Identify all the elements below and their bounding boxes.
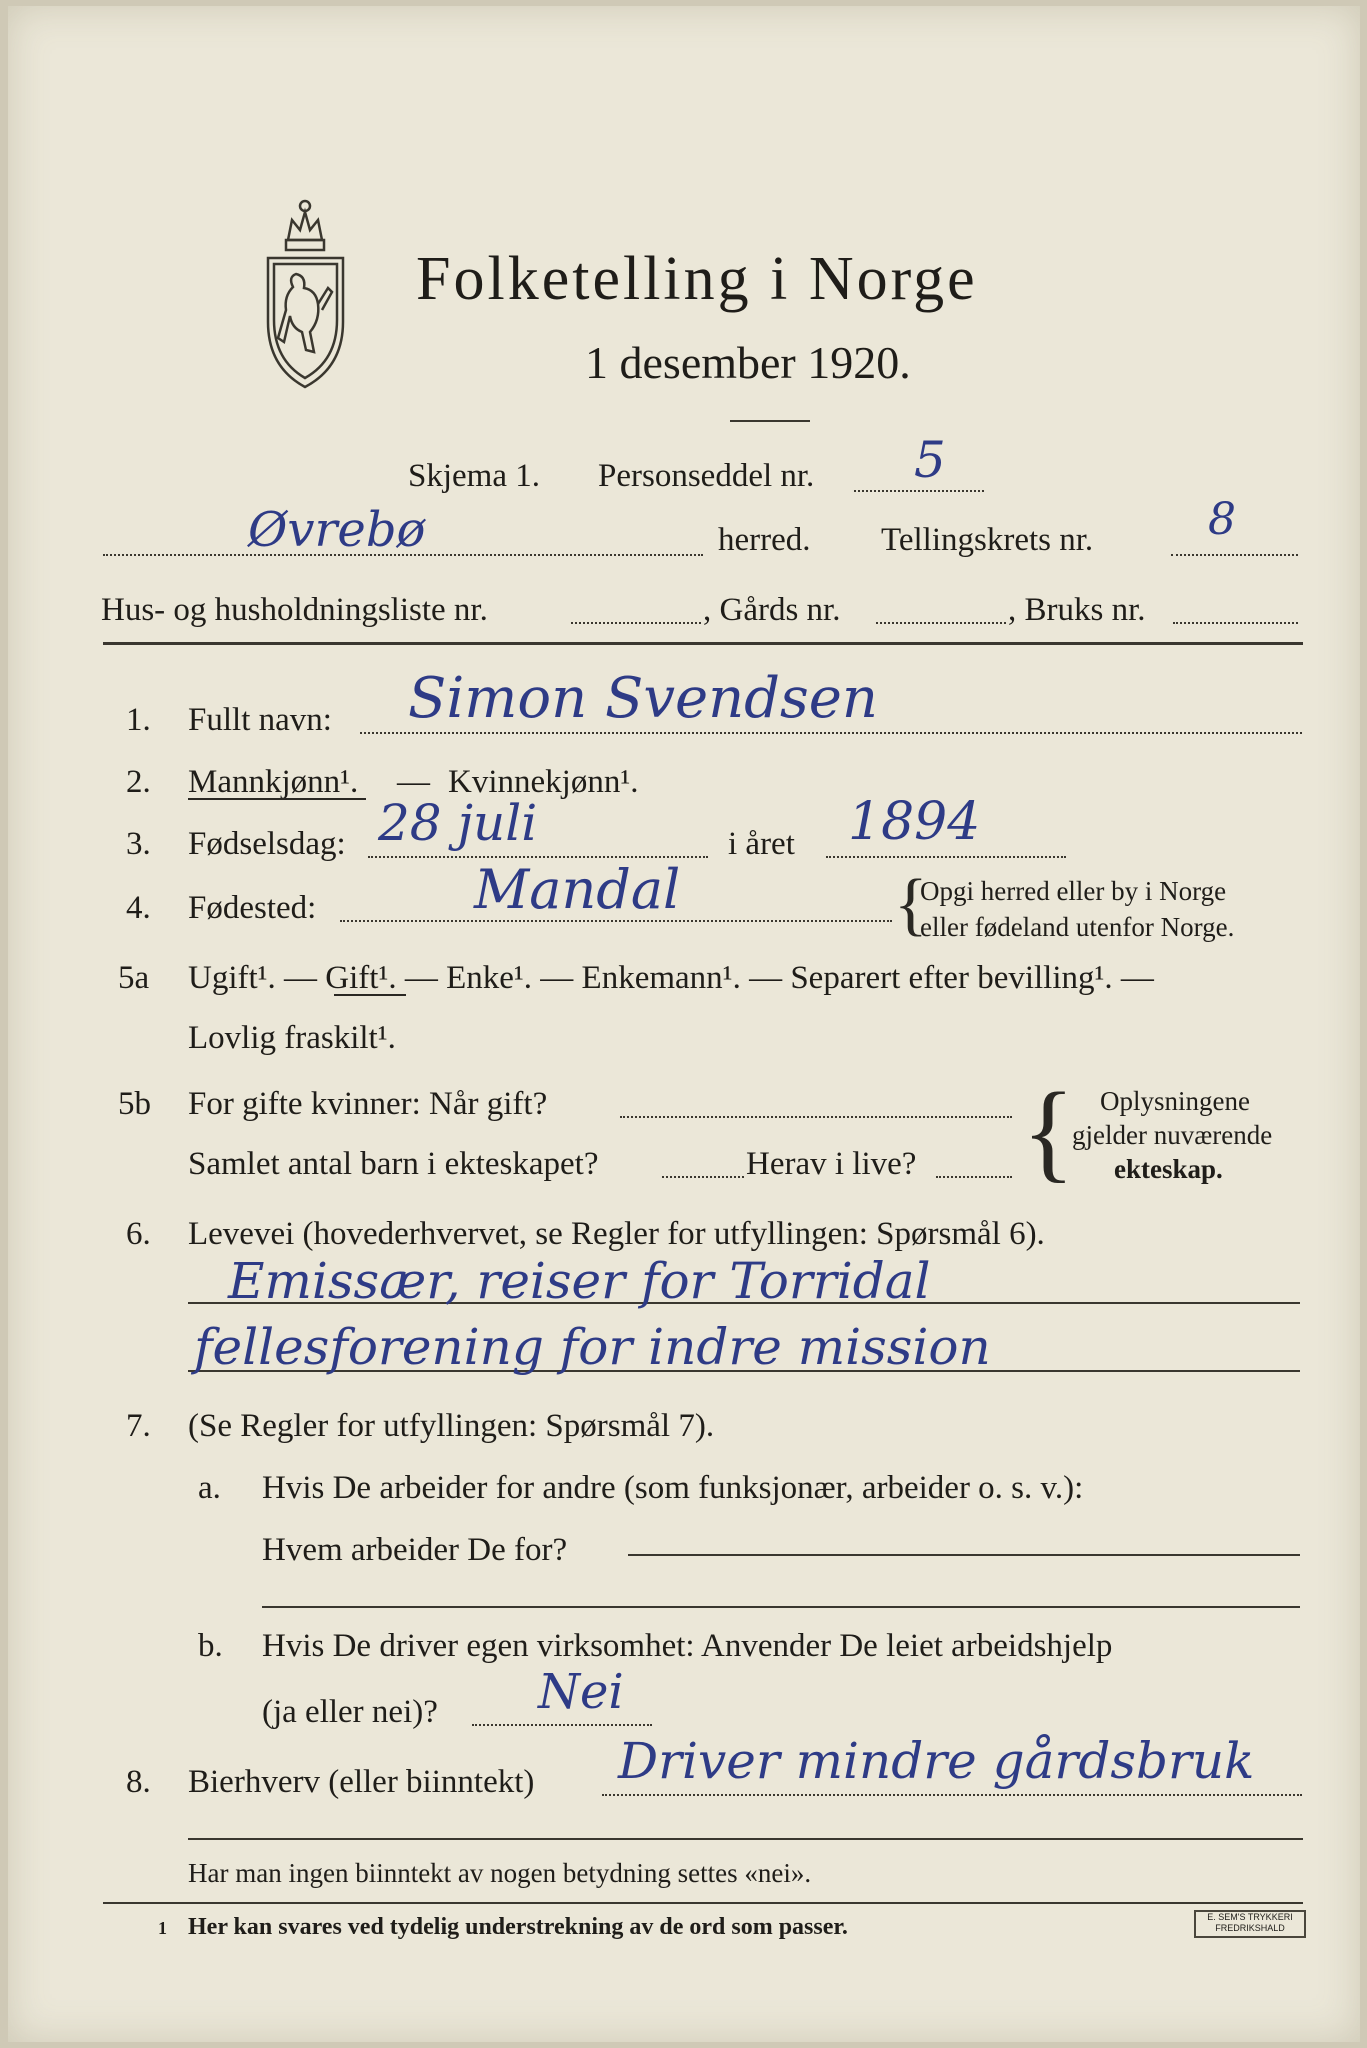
herred-name[interactable]: Øvrebø (248, 502, 426, 558)
q5a-number: 5a (118, 960, 150, 996)
personseddel-label: Personseddel nr. (598, 458, 815, 494)
q4-note-line2: eller fødeland utenfor Norge. (920, 912, 1235, 942)
printer-stamp-line1: E. SEM'S TRYKKERI (1207, 1912, 1293, 1922)
q5a-gift-underline (334, 994, 406, 996)
census-form-page (8, 6, 1360, 2042)
q8-number: 8. (126, 1764, 151, 1800)
q7b-dotted-line (472, 1724, 652, 1726)
q4-number: 4. (126, 890, 151, 926)
q6-number: 6. (126, 1216, 151, 1252)
printer-stamp (1194, 1910, 1306, 1938)
q5b-note-line1: Oplysningene (1100, 1086, 1250, 1116)
q5b-children-dotted-line (662, 1176, 744, 1178)
title-divider (730, 420, 810, 422)
q2-male-underline (188, 798, 366, 800)
q4-brace: { (894, 866, 928, 943)
q5b-alive-label: Herav i live? (746, 1146, 917, 1182)
q1-label: Fullt navn: (188, 702, 332, 738)
herred-label: herred. (718, 522, 811, 558)
q2-male-option[interactable]: Mannkjønn¹. (188, 764, 359, 800)
tellingskrets-label: Tellingskrets nr. (881, 522, 1094, 558)
q3-birth-day[interactable]: 28 juli (378, 794, 538, 852)
footnote-text: Her kan svares ved tydelig understrekning av de ord som passer. (188, 1914, 848, 1940)
husholdningsliste-label: Hus- og husholdningsliste nr. (101, 592, 488, 628)
q1-full-name[interactable]: Simon Svendsen (408, 666, 878, 731)
q7a-answer-line-2 (262, 1606, 1300, 1608)
bruks-dotted-line (1173, 622, 1298, 624)
q6-occupation-line2[interactable]: fellesforening for indre mission (194, 1318, 991, 1376)
bruks-label: , Bruks nr. (1008, 592, 1146, 628)
q5b-brace: { (1022, 1070, 1075, 1192)
q3-label: Fødselsdag: (188, 826, 346, 862)
q4-label: Fødested: (188, 890, 317, 926)
q3-number: 3. (126, 826, 151, 862)
q2-number: 2. (126, 764, 151, 800)
q6-label: Levevei (hovederhvervet, se Regler for utfyllingen: Spørsmål 6). (188, 1216, 1045, 1252)
footer-note: Har man ingen biinntekt av nogen betydning settes «nei». (188, 1858, 812, 1888)
q5b-married-label: For gifte kvinner: Når gift? (188, 1086, 548, 1122)
tellingskrets-number[interactable]: 8 (1208, 494, 1236, 545)
q7b-text: Hvis De driver egen virksomhet: Anvender De leiet arbeidshjelp (262, 1628, 1113, 1664)
footnote-separator (103, 1902, 1303, 1904)
q7-number: 7. (126, 1408, 151, 1444)
header-separator (103, 642, 1303, 645)
q7a-answer-line (628, 1554, 1300, 1556)
q5b-married-dotted-line (620, 1116, 1012, 1118)
husholdningsliste-dotted-line (571, 622, 701, 624)
q8-side-occupation[interactable]: Driver mindre gårdsbruk (618, 1732, 1255, 1790)
q3-birth-year[interactable]: 1894 (848, 792, 981, 852)
q5b-note-line3: ekteskap. (1114, 1154, 1223, 1184)
census-date: 1 desember 1920. (585, 337, 911, 388)
q7a-text: Hvis De arbeider for andre (som funksjonær, arbeider o. s. v.): (262, 1470, 1084, 1506)
gards-label: , Gårds nr. (703, 592, 841, 628)
q8-dotted-line (602, 1794, 1302, 1796)
q2-female-option[interactable]: Kvinnekjønn¹. (448, 764, 639, 800)
personseddel-dotted-line (854, 490, 984, 492)
norwegian-lion-coat-of-arms-icon (248, 192, 363, 392)
footnote-mark: 1 (158, 1918, 167, 1938)
q1-dotted-line (360, 732, 1302, 734)
q3-year-dotted-line (826, 856, 1066, 858)
q7a-question: Hvem arbeider De for? (262, 1532, 568, 1568)
q7a-letter: a. (198, 1470, 221, 1506)
footer-separator (188, 1838, 1303, 1840)
q5a-options[interactable]: Ugift¹. — Gift¹. — Enke¹. — Enkemann¹. — Separert efter bevilling¹. — (188, 960, 1154, 996)
q7b-letter: b. (198, 1628, 223, 1664)
gards-dotted-line (876, 622, 1006, 624)
q1-number: 1. (126, 702, 151, 738)
printer-stamp-line2: FREDRIKSHALD (1215, 1923, 1285, 1933)
q7b-answer[interactable]: Nei (538, 1664, 624, 1720)
q6-occupation-line1[interactable]: Emissær, reiser for Torridal (228, 1252, 931, 1310)
q4-birthplace[interactable]: Mandal (474, 858, 681, 921)
q3-year-label: i året (728, 826, 795, 862)
q5b-number: 5b (118, 1086, 151, 1122)
personseddel-number[interactable]: 5 (914, 431, 946, 489)
q2-separator: — (397, 764, 430, 800)
q4-note-line1: Opgi herred eller by i Norge (920, 876, 1227, 906)
q5b-children-label: Samlet antal barn i ekteskapet? (188, 1146, 599, 1182)
form-title: Folketelling i Norge (416, 245, 978, 313)
q7b-question: (ja eller nei)? (262, 1694, 438, 1730)
q7-label: (Se Regler for utfyllingen: Spørsmål 7). (188, 1408, 715, 1444)
q5b-alive-dotted-line (936, 1176, 1012, 1178)
tellingskrets-dotted-line (1171, 554, 1298, 556)
q5a-options-continued[interactable]: Lovlig fraskilt¹. (188, 1020, 396, 1056)
schema-label: Skjema 1. (408, 458, 540, 494)
q8-label: Bierhverv (eller biinntekt) (188, 1764, 535, 1800)
q5b-note-line2: gjelder nuværende (1072, 1120, 1273, 1150)
